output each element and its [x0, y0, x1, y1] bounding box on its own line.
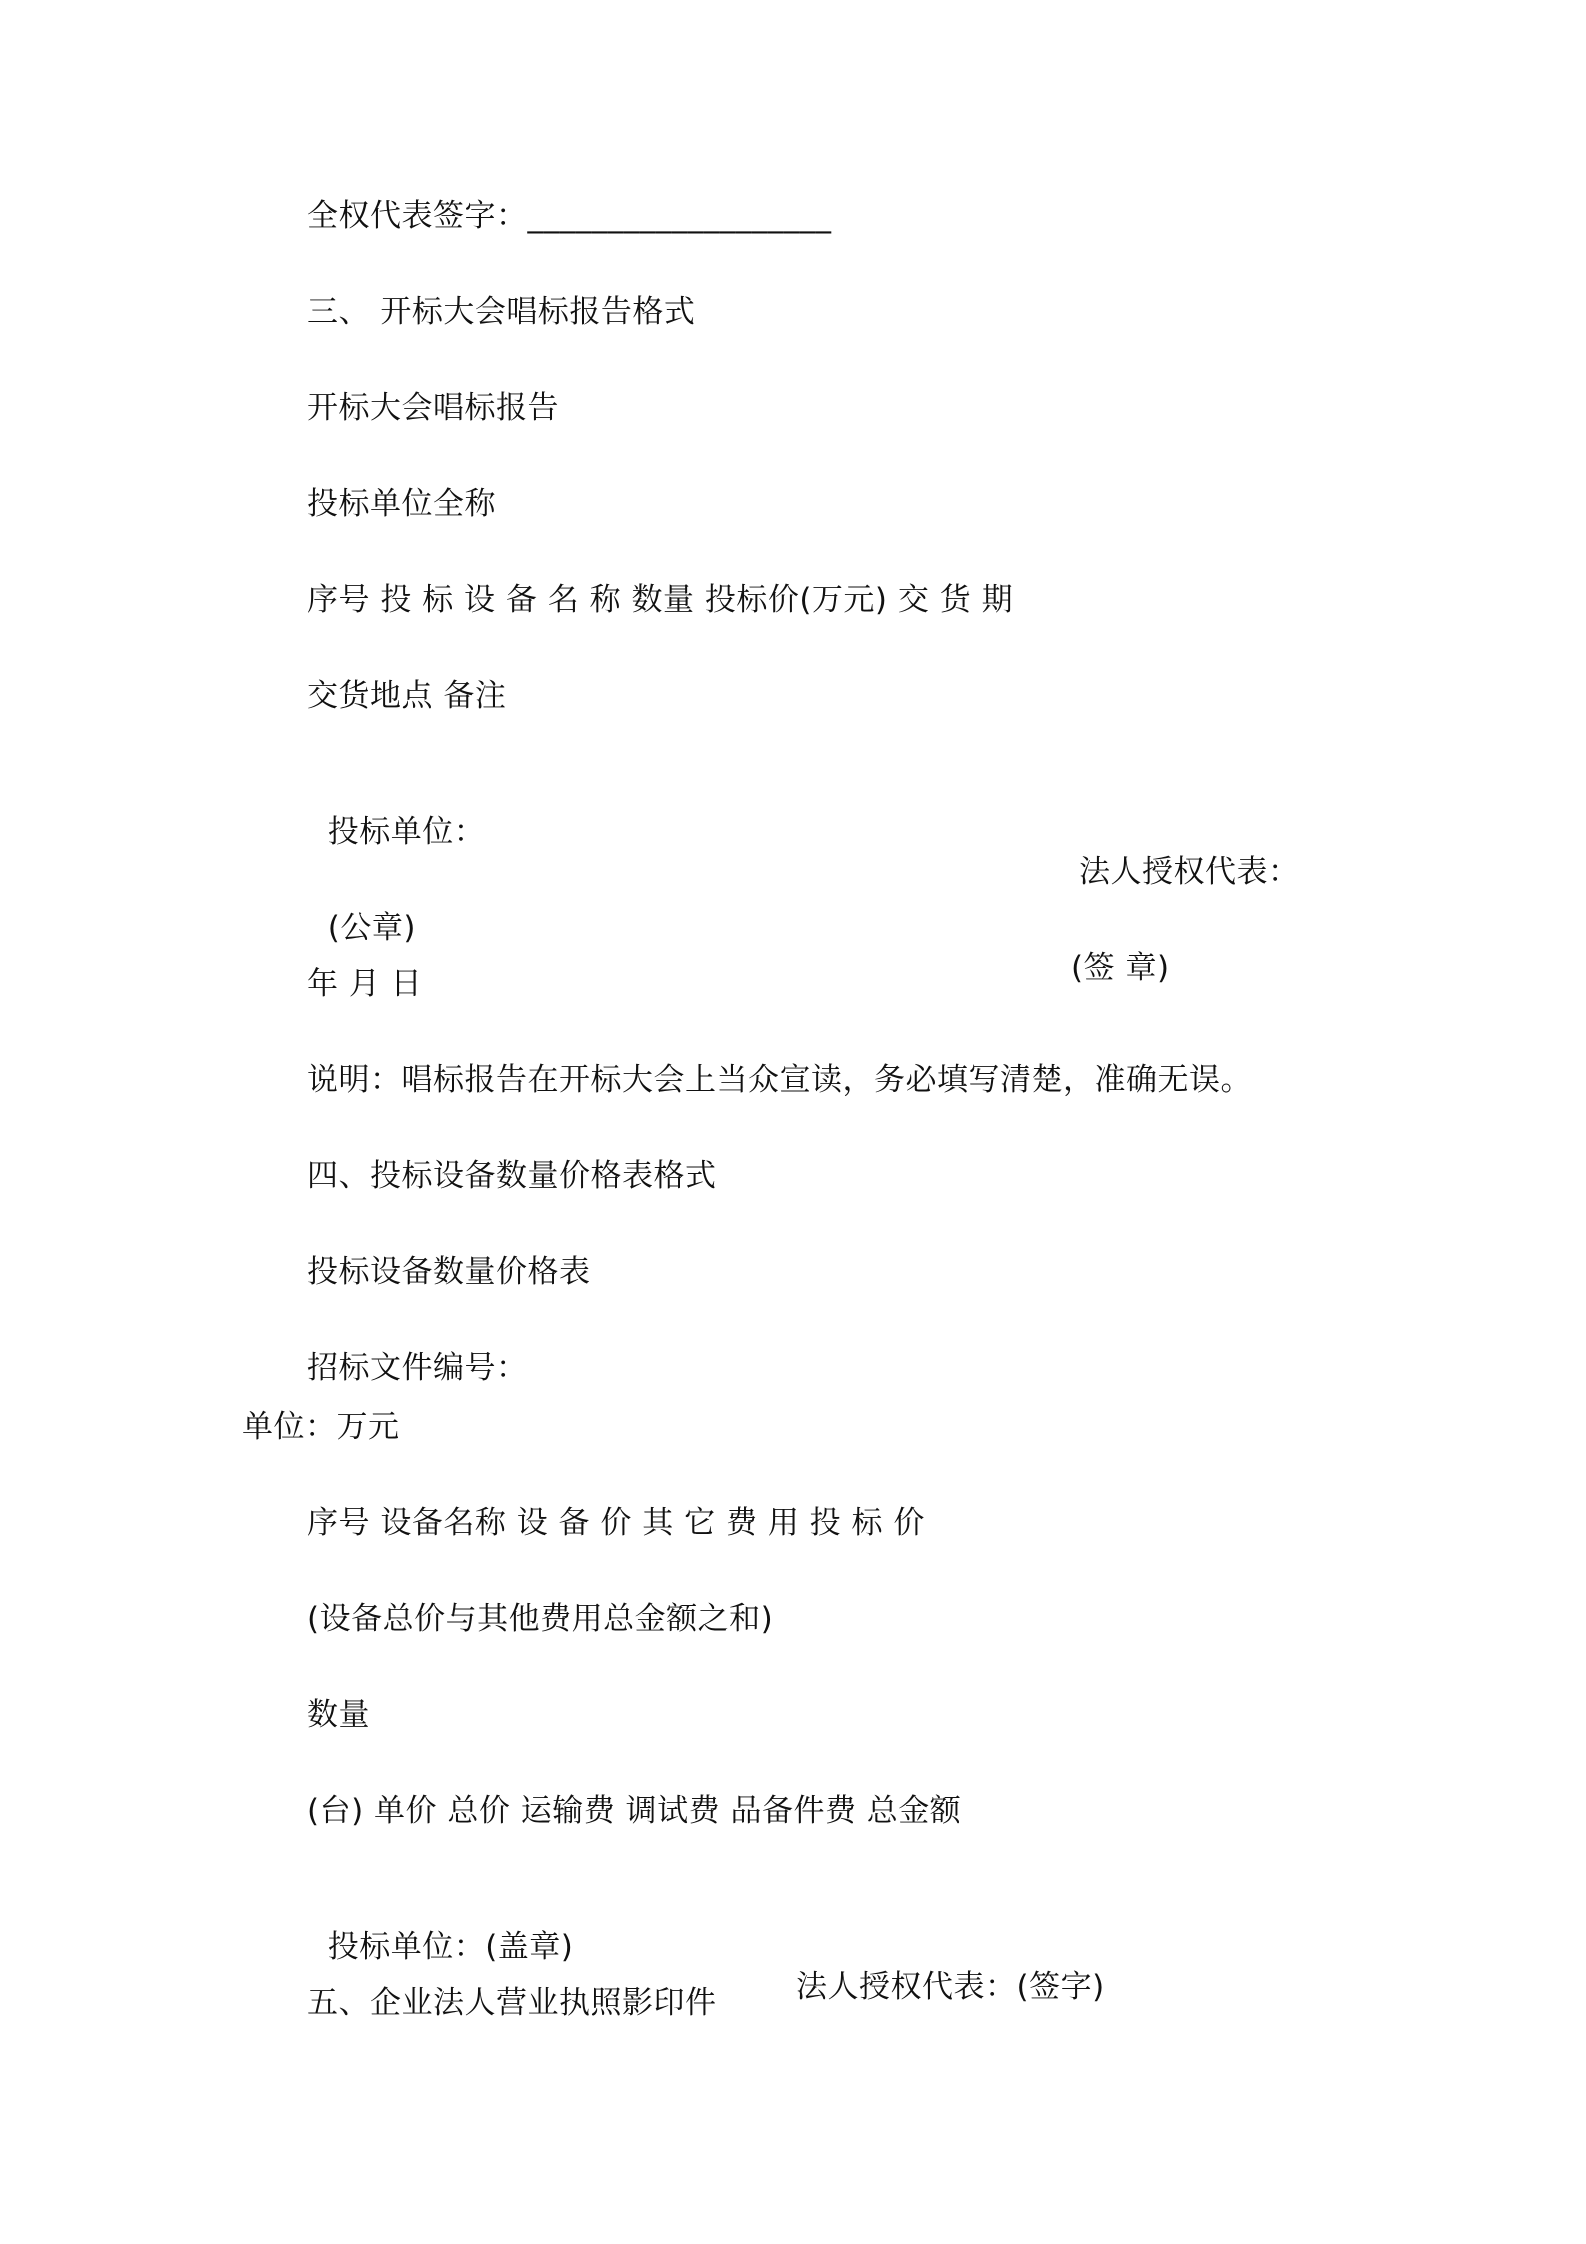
signature-seal-label: (签 章) — [1071, 950, 1170, 986]
legal-rep-sign-label: 法人授权代表：(签字) — [796, 1969, 1105, 2005]
quantity-label: 数量 — [307, 1697, 370, 1733]
section-4-heading: 四、投标设备数量价格表格式 — [307, 1158, 717, 1194]
section-3-heading: 三、 开标大会唱标报告格式 — [307, 294, 696, 330]
price-table-subheader: (台) 单价 总价 运输费 调试费 品备件费 总金额 — [307, 1793, 962, 1829]
tender-doc-number-label: 招标文件编号： — [307, 1350, 528, 1386]
price-table-title: 投标设备数量价格表 — [307, 1254, 591, 1290]
section-5-heading: 五、企业法人营业执照影印件 — [307, 1985, 717, 2021]
legal-rep-label: 法人授权代表： — [1079, 854, 1300, 890]
report-table-header-cont: 交货地点 备注 — [307, 678, 507, 714]
bidder-full-name-label: 投标单位全称 — [307, 486, 496, 522]
unit-label: 单位：万元 — [242, 1409, 400, 1445]
date-line: 年 月 日 — [307, 966, 423, 1002]
price-table-note: (设备总价与其他费用总金额之和) — [307, 1601, 774, 1637]
bid-report-title: 开标大会唱标报告 — [307, 390, 559, 426]
report-table-header: 序号 投 标 设 备 名 称 数量 投标价(万元) 交 货 期 — [307, 582, 1014, 618]
price-table-header: 序号 设备名称 设 备 价 其 它 费 用 投 标 价 — [307, 1505, 925, 1541]
official-seal-label: (公章) — [327, 910, 416, 946]
bidder-label: 投标单位： — [327, 814, 486, 850]
authorized-signature-line: 全权代表签字：___________________ — [307, 198, 832, 234]
report-note: 说明：唱标报告在开标大会上当众宣读，务必填写清楚，准确无误。 — [307, 1062, 1252, 1098]
bidder-stamp-label: 投标单位：(盖章) — [327, 1929, 574, 1965]
